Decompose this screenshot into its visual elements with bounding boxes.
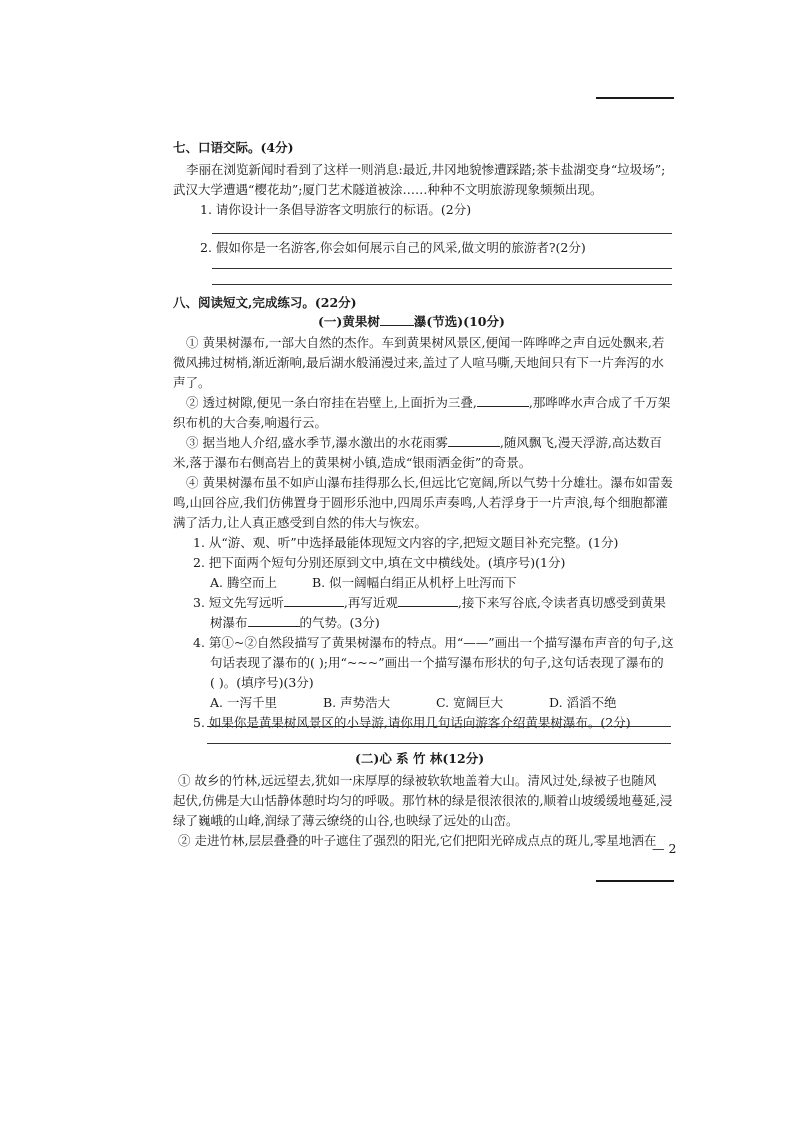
answer-line[interactable]	[207, 726, 671, 727]
passage1-p2-line2: 织布机的大合奏,响遏行云。	[173, 415, 327, 430]
passage1-p4-line2: 鸣,山回谷应,我们仿佛置身于圆形乐池中,四周乐声奏鸣,人若浮身于一片声浪,每个细胞都灌	[173, 495, 668, 510]
p2-text-a: ② 透过树隙,便见一条白帘挂在岩壁上,上面折为三叠,	[186, 395, 477, 410]
answer-line[interactable]	[212, 284, 672, 285]
top-rule	[596, 97, 674, 99]
section7-question2: 2. 假如你是一名游客,你会如何展示自己的风采,做文明的旅游者?(2分)	[200, 240, 586, 255]
answer-line[interactable]	[207, 743, 671, 744]
passage2-p1-line1: ① 故乡的竹林,远远望去,犹如一床厚厚的绿被软软地盖着大山。清风过处,绿被子也随风	[178, 773, 657, 788]
passage1-question4-line3: ( )。(填序号)(3分)	[210, 675, 314, 690]
section7-question1: 1. 请你设计一条倡导游客文明旅行的标语。(2分)	[200, 202, 472, 217]
passage1-question5: 5. 如果你是黄果树风景区的小导游,请你用几句话向游客介绍黄果树瀑布。(2分)	[193, 715, 631, 730]
bottom-rule	[596, 880, 674, 882]
section7-paragraph-line2: 武汉大学遭遇“樱花劫”;厦门艺术隧道被涂……种种不文明旅游现象频频出现。	[173, 182, 603, 197]
passage1-question4-line1: 4. 第①~②自然段描写了黄果树瀑布的特点。用“——”画出一个描写瀑布声音的句子,这	[193, 635, 674, 650]
q3-blank-2[interactable]	[398, 595, 458, 607]
q2-option-a: A. 腾空而上	[210, 575, 277, 590]
passage1-p2-line1	[186, 393, 670, 411]
q3-text-e: 的气势。(3分)	[299, 615, 380, 630]
answer-line[interactable]	[212, 233, 672, 234]
q4-option-c: C. 宽阔巨大	[436, 695, 504, 710]
page-number: — 2	[652, 841, 677, 856]
passage1-p4-line3: 满了活力,让人真正感受到自然的伟大与恢宏。	[173, 515, 427, 530]
passage1-question3-line1	[193, 593, 666, 611]
passage1-question2: 2. 把下面两个短句分别还原到文中,填在文中横线处。(填序号)(1分)	[193, 555, 566, 570]
p2-blank[interactable]	[477, 395, 529, 407]
p3-text-b: ,随风飘飞,漫天浮游,高达数百	[499, 435, 662, 450]
section8-heading: 八、阅读短文,完成练习。(22分)	[173, 295, 357, 310]
passage2-p2-line1: ② 走进竹林,层层叠叠的叶子遮住了强烈的阳光,它们把阳光碎成点点的斑儿,零星地洒在	[178, 833, 657, 848]
answer-line[interactable]	[212, 268, 672, 269]
q3-text-a: 3. 短文先写远听	[193, 595, 284, 610]
passage1-question1: 1. 从“游、观、听”中选择最能体现短文内容的字,把短文题目补充完整。(1分)	[193, 535, 619, 550]
section7-heading: 七、口语交际。(4分)	[173, 140, 294, 155]
q4-option-a: A. 一泻千里	[210, 695, 277, 710]
passage1-question3-line2	[210, 613, 380, 631]
passage1-p1-line2: 微风拂过树梢,渐近渐响,最后湖水般涌漫过来,盖过了人喧马嘶,天地间只有下一片奔泻的水	[173, 355, 664, 370]
passage1-title-pre: (一)黄果树	[318, 314, 380, 329]
passage1-p1-line3: 声了。	[173, 375, 211, 390]
passage2-p1-line2: 起伏,仿佛是大山恬静体憩时均匀的呼吸。那竹林的绿是很浓很浓的,顺着山坡缓缓地蔓延,浸	[173, 793, 673, 808]
section7-paragraph-line1: 李丽在浏览新闻时看到了这样一则消息:最近,井冈地貌惨遭踩踏;茶卡盐湖变身“垃圾场”;	[186, 162, 666, 177]
q2-option-b: B. 似一阔幅白绢正从机杼上吐泻而下	[312, 575, 517, 590]
p2-text-b: ,那哗哗水声合成了千万架	[528, 395, 671, 410]
passage1-p1-line1: ① 黄果树瀑布,一部大自然的杰作。车到黄果树风景区,便闻一阵哗哗之声自远处飘来,若	[186, 335, 665, 350]
p3-blank[interactable]	[448, 435, 500, 447]
passage1-p3-line1	[186, 433, 662, 451]
q4-option-b: B. 声势浩大	[323, 695, 391, 710]
q3-blank-1[interactable]	[284, 595, 344, 607]
passage2-p1-line3: 绿了巍峨的山峰,润绿了薄云缭绕的山谷,也映绿了远处的山峦。	[173, 813, 519, 828]
q3-text-d: 树瀑布	[210, 615, 248, 630]
passage1-title	[318, 312, 505, 330]
passage1-question4-line2: 句话表现了瀑布的( );用“~~~”画出一个描写瀑布形状的句子,这句话表现了瀑布的	[210, 655, 664, 670]
passage1-p4-line1: ④ 黄果树瀑布虽不如庐山瀑布挂得那么长,但远比它宽阔,所以气势十分雄壮。瀑布如雷轰	[186, 475, 673, 490]
p3-text-a: ③ 据当地人介绍,盛水季节,瀑水激出的水花雨雾	[186, 435, 448, 450]
passage1-p3-line2: 米,落于瀑布右侧高岩上的黄果树小镇,造成“银雨洒金街”的奇景。	[173, 455, 532, 470]
q3-blank-3[interactable]	[248, 615, 300, 627]
passage1-title-post: 瀑(节选)(10分)	[413, 314, 505, 329]
q3-text-c: ,接下来写谷底,令读者真切感受到黄果	[457, 595, 666, 610]
q3-text-b: ,再写近观	[343, 595, 398, 610]
title-blank[interactable]	[380, 314, 414, 326]
passage2-title: (二)心 系 竹 林(12分)	[355, 751, 485, 766]
q4-option-d: D. 滔滔不绝	[549, 695, 617, 710]
